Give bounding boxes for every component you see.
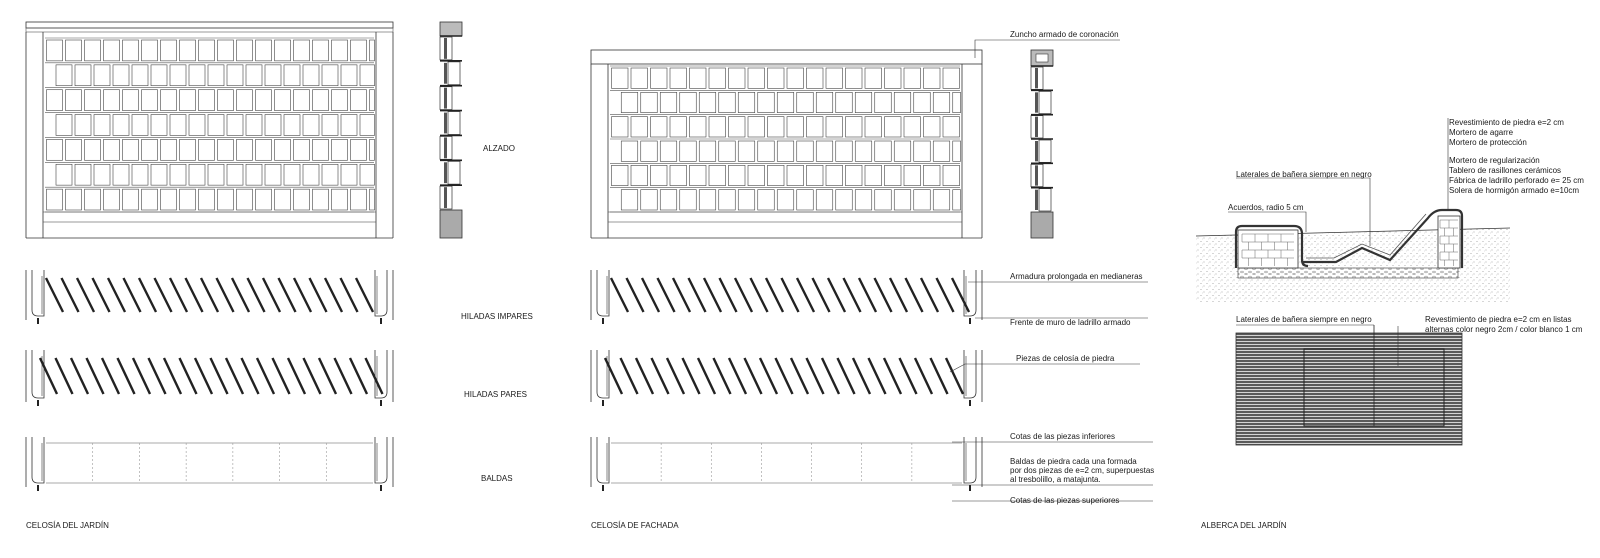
row-label-hiladas-pares: HILADAS PARES [464,390,527,399]
celosia-fachada-blocks-grid [610,66,961,212]
section-title-fachada: CELOSÍA DE FACHADA [591,521,679,530]
plan-hiladas-impares-jardin [26,270,393,324]
celosia-jardin-alzado [26,22,393,238]
note-cotas-superiores: Cotas de las piezas superiores [1010,496,1120,505]
note-acuerdos: Acuerdos, radio 5 cm [1228,203,1304,212]
note-revestimiento-planta-2: alternas color negro 2cm / color blanco 1 cm [1425,325,1583,334]
note-laterales-planta: Laterales de bañera siempre en negro [1236,315,1372,324]
note-frente: Frente de muro de ladrillo armado [1010,318,1131,327]
note-revestimiento-planta-1: Revestimiento de piedra e=2 cm en listas [1425,315,1572,324]
alberca-layer-notes [1449,118,1584,195]
plan-hiladas-impares-fachada [591,270,982,324]
celosia-fachada-alzado [591,50,982,238]
plan-hiladas-pares-fachada [591,350,982,406]
note-zuncho: Zuncho armado de coronación [1010,30,1119,39]
layer-note-6: Fábrica de ladrillo perforado e= 25 cm [1449,176,1584,185]
celosia-jardin-seccion [440,22,462,238]
plan-baldas-jardin [26,437,393,491]
layer-note-3: Mortero de protección [1449,138,1527,147]
section-title-jardin: CELOSÍA DEL JARDÍN [26,521,109,530]
plan-hiladas-pares-jardin [26,350,393,406]
layer-note-1: Revestimiento de piedra e=2 cm [1449,118,1564,127]
layer-note-2: Mortero de agarre [1449,128,1514,137]
layer-note-4: Mortero de regularización [1449,156,1540,165]
note-cotas-inferiores: Cotas de las piezas inferiores [1010,432,1115,441]
note-armadura: Armadura prolongada en medianeras [1010,272,1143,281]
plan-baldas-fachada [591,437,982,491]
layer-note-5: Tablero de rasillones cerámicos [1449,166,1562,175]
section-title-alberca: ALBERCA DEL JARDÍN [1201,521,1287,530]
note-baldas-line-3: al tresbolillo, a matajunta. [1010,475,1101,484]
note-laterales-seccion: Laterales de bañera siempre en negro [1236,170,1372,179]
celosia-fachada-seccion [1031,50,1053,238]
note-piezas: Piezas de celosía de piedra [1016,354,1115,363]
celosia-blocks-grid [45,38,375,212]
alberca-planta [1236,325,1462,445]
row-label-alzado: ALZADO [483,144,516,153]
note-baldas-line-1: Baldas de piedra cada una formada [1010,457,1137,466]
layer-note-7: Solera de hormigón armado e=10cm [1449,186,1580,195]
row-label-hiladas-impares: HILADAS IMPARES [461,312,533,321]
row-label-baldas: BALDAS [481,474,513,483]
note-baldas-line-2: por dos piezas de e=2 cm, superpuestas [1010,466,1155,475]
